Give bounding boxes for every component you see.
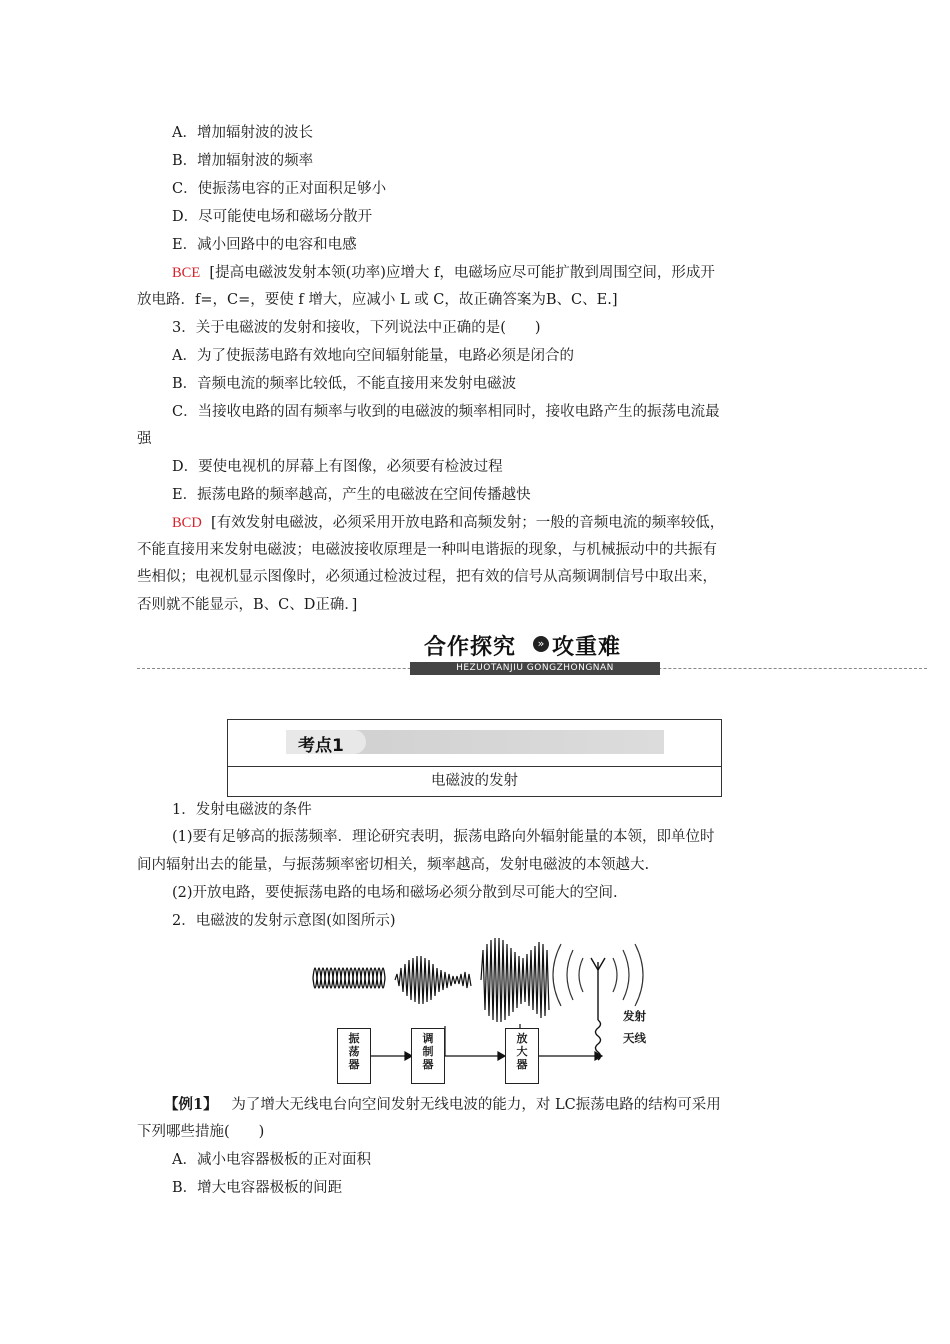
oscillator-block: 振 荡 器 — [337, 1028, 371, 1084]
example-line-1 — [164, 1095, 721, 1115]
kaodian-box — [227, 719, 722, 797]
q3-answer-line-1 — [172, 513, 724, 533]
q2-option-a: A．增加辐射波的波长 — [172, 125, 313, 141]
banner-title-right: 攻重难 — [552, 635, 622, 660]
example-option-a: A．减小电容器极板的正对面积 — [172, 1152, 371, 1168]
q3-answer-line-4: 否则就不能显示，B、C、D正确．] — [137, 597, 358, 613]
kaodian-badge-label: 考点1 — [298, 736, 344, 756]
antenna-label-1: 发射 — [623, 1009, 646, 1023]
banner-title-left: 合作探究 — [424, 635, 517, 660]
q2-answer-line-2: 放电路．f=，C=，要使 f 增大，应减小 L 或 C，故正确答案为B、C、E.] — [137, 292, 618, 308]
q2-answer-text-1: [提高电磁波发射本领(功率)应增大 f，电磁场应尽可能扩散到周围空间，形成开 — [209, 265, 715, 281]
example-option-b: B．增大电容器极板的间距 — [172, 1180, 343, 1196]
q3-option-e: E．振荡电路的频率越高，产生的电磁波在空间传播越快 — [172, 487, 531, 503]
example-text-1: 为了增大无线电台向空间发射无线电波的能力，对 LC振荡电路的结构可采用 — [231, 1097, 721, 1113]
q2-option-d: D．尽可能使电场和磁场分散开 — [172, 209, 373, 225]
q3-answer-line-2: 不能直接用来发射电磁波；电磁波接收原理是一种叫电谐振的现象，与机械振动中的共振有 — [137, 542, 717, 558]
chevron-right-icon: » — [533, 636, 549, 652]
q3-option-c: C．当接收电路的固有频率与收到的电磁波的频率相同时，接收电路产生的振荡电流最 — [172, 404, 720, 420]
body-line-3: 间内辐射出去的能量，与振荡频率密切相关，频率越高，发射电磁波的本领越大. — [137, 857, 650, 873]
example-line-2: 下列哪些措施( ) — [137, 1124, 265, 1140]
q3-answer-line-3: 些相似；电视机显示图像时，必须通过检波过程，把有效的信号从高频调制信号中取出来， — [137, 569, 717, 585]
q2-answer-line-1 — [172, 263, 715, 283]
antenna-label-2: 天线 — [623, 1031, 646, 1045]
q3-option-a: A．为了使振荡电路有效地向空间辐射能量，电路必须是闭合的 — [172, 348, 574, 364]
body-line-5: 2．电磁波的发射示意图(如图所示) — [172, 913, 396, 929]
q2-answer-code: BCE — [172, 265, 201, 281]
transmission-diagram — [305, 930, 675, 1085]
body-line-1: 1．发射电磁波的条件 — [172, 802, 312, 818]
q2-option-c: C．使振荡电容的正对面积足够小 — [172, 181, 387, 197]
body-line-2: (1)要有足够高的振荡频率．理论研究表明，振荡电路向外辐射能量的本领，即单位时 — [172, 829, 715, 845]
q3-answer-text-1: [有效发射电磁波，必须采用开放电路和高频发射；一般的音频电流的频率较低， — [211, 515, 725, 531]
kaodian-badge — [286, 730, 664, 754]
q3-answer-code: BCD — [172, 515, 202, 531]
q2-option-b: B．增加辐射波的频率 — [172, 153, 314, 169]
q3-option-d: D．要使电视机的屏幕上有图像，必须要有检波过程 — [172, 459, 503, 475]
body-line-4: (2)开放电路，要使振荡电路的电场和磁场必须分散到尽可能大的空间. — [172, 885, 618, 901]
modulator-block: 调 制 器 — [411, 1028, 445, 1084]
kaodian-title: 电磁波的发射 — [431, 773, 518, 789]
banner-subtitle: HEZUOTANJIU GONGZHONGNAN — [410, 662, 660, 675]
section-banner — [410, 630, 660, 676]
q3-option-c-cont: 强 — [137, 431, 152, 447]
example-tag: 【例1】 — [164, 1096, 218, 1113]
q3-stem: 3．关于电磁波的发射和接收，下列说法中正确的是( ) — [172, 320, 541, 336]
q2-option-e: E．减小回路中的电容和电感 — [172, 237, 357, 253]
q3-option-b: B．音频电流的频率比较低，不能直接用来发射电磁波 — [172, 376, 517, 392]
amplifier-block: 放 大 器 — [505, 1028, 539, 1084]
